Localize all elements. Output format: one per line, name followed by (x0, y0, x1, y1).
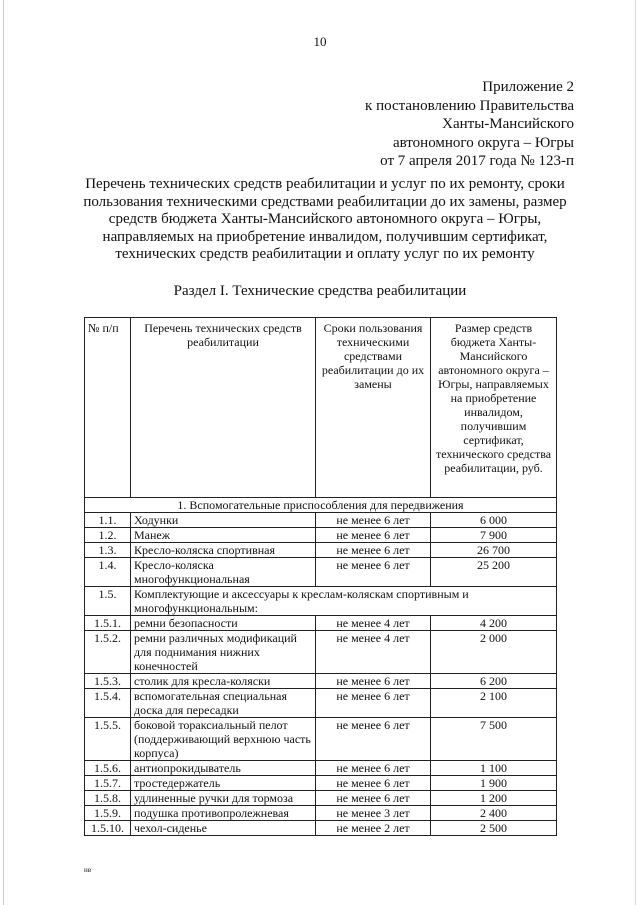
appendix-line: Ханты-Мансийского (442, 116, 574, 132)
row-name: Ходунки (131, 513, 316, 528)
table-row (85, 791, 557, 806)
row-term: не менее 6 лет (316, 528, 431, 543)
row-number: 1.5.9. (85, 806, 131, 821)
row-term: не менее 6 лет (316, 689, 431, 718)
row-amount: 1 900 (431, 776, 557, 791)
appendix-line: от 7 апреля 2017 года № 123-п (380, 153, 574, 169)
table-row (85, 543, 557, 558)
row-name: ремни безопасности (131, 616, 316, 631)
group-title: 1. Вспомогательные приспособления для передвижения (85, 498, 557, 513)
page-number: 10 (313, 34, 327, 49)
title-line: технических средств реабилитации и оплату услуг по их ремонту (115, 246, 535, 262)
document-title (80, 176, 570, 264)
table-row (85, 558, 557, 587)
title-line: направляемых на приобретение инвалидом, получившим сертификат, (102, 228, 548, 245)
table-row (85, 761, 557, 776)
row-amount: 7 500 (431, 718, 557, 761)
table-row (85, 674, 557, 689)
table-row (85, 718, 557, 761)
row-amount: 1 200 (431, 791, 557, 806)
row-term: не менее 3 лет (316, 806, 431, 821)
row-number: 1.3. (85, 543, 131, 558)
row-amount: 26 700 (431, 543, 557, 558)
row-term: не менее 6 лет (316, 674, 431, 689)
row-number: 1.4. (85, 558, 131, 587)
row-term: не менее 6 лет (316, 776, 431, 791)
row-term: не менее 6 лет (316, 761, 431, 776)
scan-edge (3, 0, 4, 905)
row-term: не менее 6 лет (316, 558, 431, 587)
table-row (85, 528, 557, 543)
table-header-row (85, 318, 557, 498)
row-number: 1.1. (85, 513, 131, 528)
row-number: 1.5.2. (85, 631, 131, 674)
row-term: не менее 6 лет (316, 718, 431, 761)
row-amount: 2 100 (431, 689, 557, 718)
row-name: удлиненные ручки для тормоза (131, 791, 316, 806)
row-name: Манеж (131, 528, 316, 543)
row-term: не менее 2 лет (316, 821, 431, 836)
table-row (85, 776, 557, 791)
row-name: столик для кресла-коляски (131, 674, 316, 689)
row-number: 1.5.1. (85, 616, 131, 631)
footer-mark: нв (84, 866, 92, 874)
row-term: не менее 6 лет (316, 513, 431, 528)
title-line: пользования техническими средствами реабилитации до их замены, размер (83, 193, 567, 210)
appendix-block (365, 78, 574, 171)
row-amount: 2 500 (431, 821, 557, 836)
table-row (85, 616, 557, 631)
row-term: не менее 6 лет (316, 791, 431, 806)
row-name: чехол-сиденье (131, 821, 316, 836)
row-name: Комплектующие и аксессуары к креслам-коляскам спортивным и многофункциональным: (131, 587, 557, 616)
header-number: № п/п (85, 318, 131, 498)
row-number: 1.5.5. (85, 718, 131, 761)
subgroup-row (85, 587, 557, 616)
appendix-line: Приложение 2 (482, 79, 574, 95)
header-name: Перечень технических средств реабилитации (131, 318, 316, 498)
title-line: средств бюджета Ханты-Мансийского автономного округа – Югры, (108, 211, 542, 227)
row-amount: 1 100 (431, 761, 557, 776)
appendix-line: автономного округа – Югры (392, 134, 574, 151)
table-row (85, 689, 557, 718)
row-term: не менее 6 лет (316, 543, 431, 558)
row-name: тростедержатель (131, 776, 316, 791)
table-row (85, 821, 557, 836)
row-number: 1.5.7. (85, 776, 131, 791)
row-name: боковой тораксиальный пелот (поддерживающий верхнюю часть корпуса) (131, 718, 316, 761)
header-amount: Размер средств бюджета Ханты-Мансийского автономного округа – Югры, направляемых на приобретение инвалидом, получившим сертификат, технического средства реабилитации, руб. (431, 318, 557, 498)
row-number: 1.5. (85, 587, 131, 616)
row-amount: 2 400 (431, 806, 557, 821)
table-row (85, 513, 557, 528)
tsr-table (84, 317, 557, 836)
row-amount: 4 200 (431, 616, 557, 631)
row-number: 1.5.6. (85, 761, 131, 776)
row-name: подушка противопролежневая (131, 806, 316, 821)
row-number: 1.5.4. (85, 689, 131, 718)
group-row (85, 498, 557, 513)
row-amount: 6 000 (431, 513, 557, 528)
row-amount: 6 200 (431, 674, 557, 689)
row-amount: 2 000 (431, 631, 557, 674)
row-number: 1.2. (85, 528, 131, 543)
header-term: Сроки пользования техническими средствами реабилитации до их замены (316, 318, 431, 498)
row-amount: 7 900 (431, 528, 557, 543)
scan-edge (635, 0, 636, 905)
row-number: 1.5.3. (85, 674, 131, 689)
row-number: 1.5.8. (85, 791, 131, 806)
section-title: Раздел I. Технические средства реабилитации (173, 283, 467, 299)
title-line: Перечень технических средств реабилитации и услуг по их ремонту, сроки (85, 176, 565, 192)
row-term: не менее 4 лет (316, 631, 431, 674)
table-row (85, 631, 557, 674)
table-row (85, 806, 557, 821)
appendix-line: к постановлению Правительства (365, 97, 574, 114)
row-name: ремни различных модификаций для поднимания нижних конечностей (131, 631, 316, 674)
row-name: Кресло-коляска спортивная (131, 543, 316, 558)
row-term: не менее 4 лет (316, 616, 431, 631)
row-name: Кресло-коляска многофункциональная (131, 558, 316, 587)
row-number: 1.5.10. (85, 821, 131, 836)
row-name: антиопрокидыватель (131, 761, 316, 776)
row-name: вспомогательная специальная доска для пересадки (131, 689, 316, 718)
row-amount: 25 200 (431, 558, 557, 587)
